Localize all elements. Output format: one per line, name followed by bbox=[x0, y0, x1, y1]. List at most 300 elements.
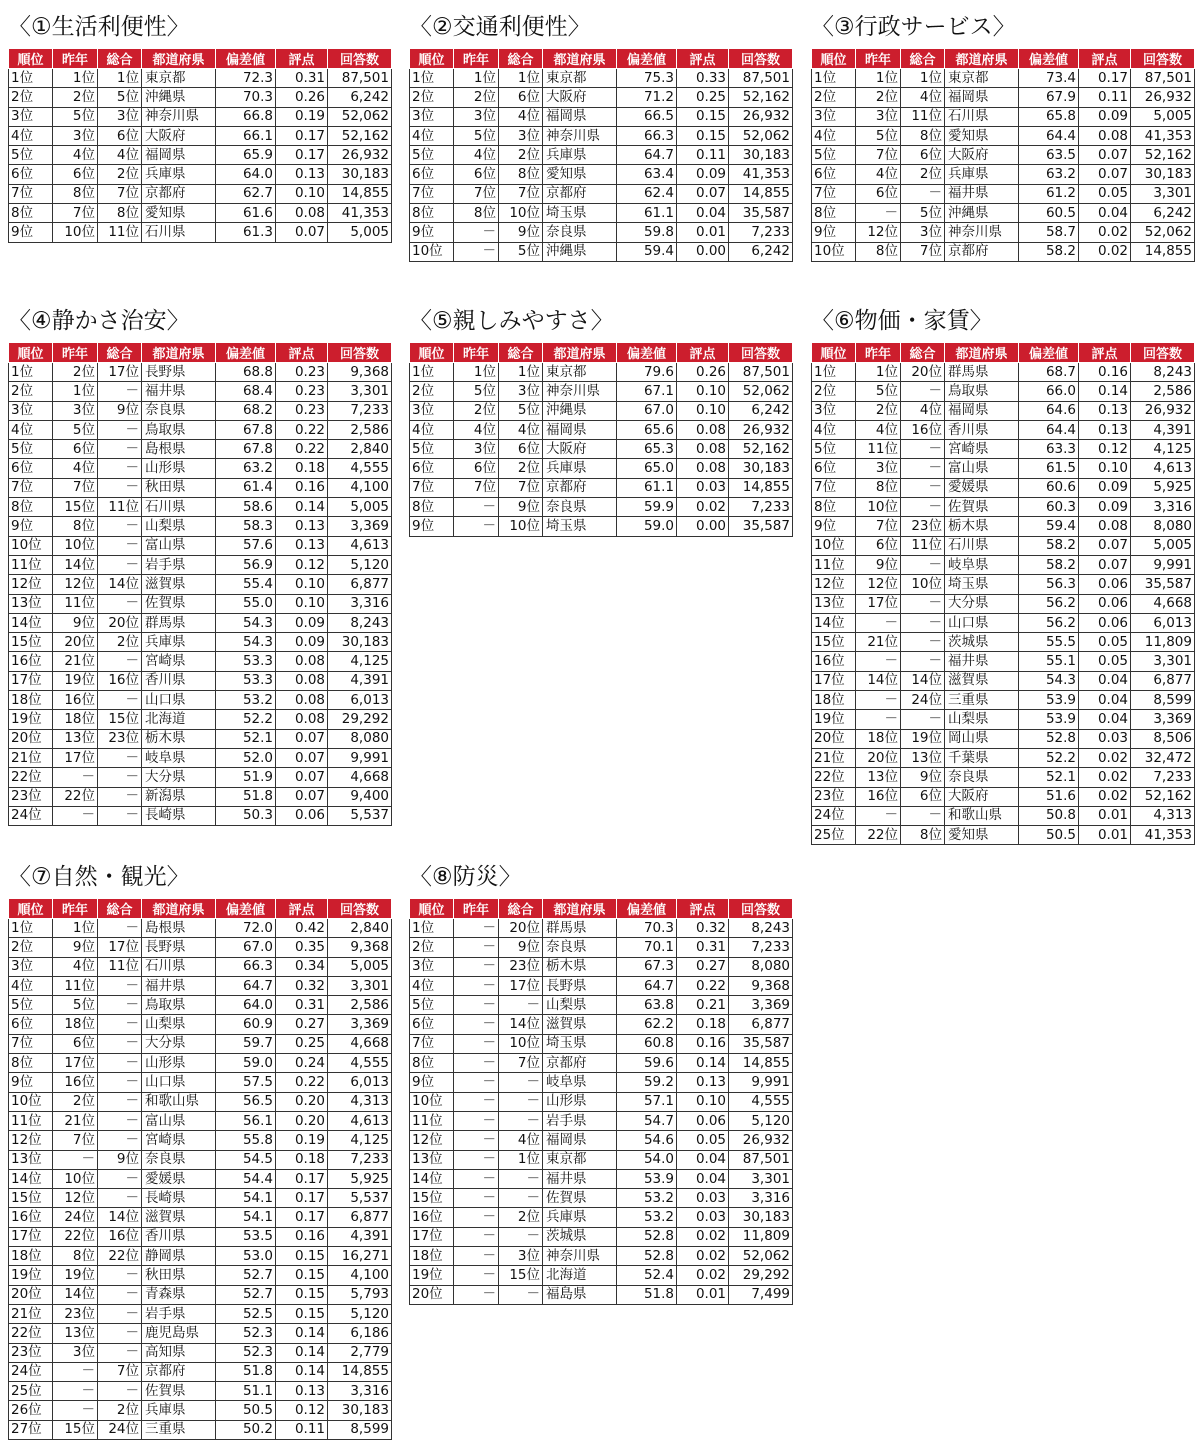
cell-score: 0.22 bbox=[276, 440, 328, 459]
cell-last-year: 16位 bbox=[53, 1073, 98, 1092]
cell-last-year: 21位 bbox=[53, 1111, 98, 1130]
table-row bbox=[9, 184, 392, 203]
cell-last-year: 7位 bbox=[53, 204, 98, 223]
cell-overall: 17位 bbox=[98, 363, 142, 382]
table-row bbox=[9, 1111, 392, 1130]
cell-deviation: 55.5 bbox=[1019, 633, 1079, 652]
cell-deviation: 53.0 bbox=[216, 1247, 276, 1266]
cell-rank: 5位 bbox=[9, 440, 53, 459]
cell-score: 0.08 bbox=[276, 204, 328, 223]
cell-responses: 5,005 bbox=[328, 223, 392, 242]
cell-deviation: 62.2 bbox=[617, 1015, 677, 1034]
cell-last-year: 11位 bbox=[53, 594, 98, 613]
cell-rank: 15位 bbox=[812, 633, 856, 652]
cell-overall: 4位 bbox=[901, 401, 945, 420]
cell-prefecture: 岐阜県 bbox=[142, 748, 216, 767]
column-header-deviation: 偏差値 bbox=[617, 343, 677, 363]
cell-score: 0.07 bbox=[1079, 165, 1131, 184]
cell-score: 0.04 bbox=[677, 1169, 729, 1188]
cell-deviation: 52.1 bbox=[216, 729, 276, 748]
cell-rank: 4位 bbox=[9, 976, 53, 995]
cell-overall: － bbox=[98, 594, 142, 613]
cell-last-year: 10位 bbox=[53, 1169, 98, 1188]
cell-responses: 5,120 bbox=[328, 555, 392, 574]
table-row bbox=[9, 1420, 392, 1439]
cell-last-year: 6位 bbox=[53, 440, 98, 459]
cell-score: 0.04 bbox=[1079, 671, 1131, 690]
cell-responses: 3,301 bbox=[1131, 184, 1195, 203]
cell-last-year: 3位 bbox=[454, 440, 499, 459]
table-row bbox=[410, 1054, 793, 1073]
cell-rank: 9位 bbox=[9, 1073, 53, 1092]
cell-prefecture: 京都府 bbox=[543, 478, 617, 497]
cell-responses: 8,080 bbox=[729, 957, 793, 976]
cell-responses: 26,932 bbox=[1131, 88, 1195, 107]
cell-last-year: 2位 bbox=[454, 88, 499, 107]
cell-rank: 13位 bbox=[410, 1150, 454, 1169]
column-header-score: 評点 bbox=[677, 899, 729, 919]
table-row bbox=[9, 729, 392, 748]
cell-deviation: 64.4 bbox=[1019, 420, 1079, 439]
cell-score: 0.02 bbox=[1079, 242, 1131, 261]
cell-score: 0.13 bbox=[1079, 401, 1131, 420]
table-row bbox=[410, 223, 793, 242]
table-block-1 bbox=[8, 8, 391, 243]
cell-responses: 5,537 bbox=[328, 1189, 392, 1208]
cell-rank: 12位 bbox=[812, 575, 856, 594]
cell-rank: 1位 bbox=[812, 363, 856, 382]
cell-score: 0.10 bbox=[276, 594, 328, 613]
cell-deviation: 64.6 bbox=[1019, 401, 1079, 420]
cell-deviation: 61.5 bbox=[1019, 459, 1079, 478]
cell-overall: 6位 bbox=[901, 146, 945, 165]
cell-rank: 12位 bbox=[9, 1131, 53, 1150]
cell-overall: 4位 bbox=[901, 88, 945, 107]
cell-responses: 6,242 bbox=[729, 401, 793, 420]
cell-score: 0.02 bbox=[1079, 223, 1131, 242]
table-row bbox=[9, 1073, 392, 1092]
column-header-score: 評点 bbox=[276, 49, 328, 69]
cell-responses: 6,186 bbox=[328, 1324, 392, 1343]
cell-responses: 4,613 bbox=[328, 1111, 392, 1130]
column-header-score: 評点 bbox=[677, 343, 729, 363]
cell-deviation: 60.9 bbox=[216, 1015, 276, 1034]
cell-overall: － bbox=[499, 1227, 543, 1246]
cell-deviation: 67.3 bbox=[617, 957, 677, 976]
cell-score: 0.23 bbox=[276, 401, 328, 420]
cell-deviation: 51.6 bbox=[1019, 787, 1079, 806]
column-header-overall: 総合 bbox=[98, 343, 142, 363]
column-header-overall: 総合 bbox=[98, 49, 142, 69]
cell-prefecture: 滋賀県 bbox=[142, 575, 216, 594]
cell-score: 0.19 bbox=[276, 107, 328, 126]
cell-responses: 9,368 bbox=[328, 938, 392, 957]
cell-overall: － bbox=[98, 1382, 142, 1401]
cell-score: 0.01 bbox=[677, 223, 729, 242]
cell-overall: 4位 bbox=[98, 146, 142, 165]
cell-responses: 8,506 bbox=[1131, 729, 1195, 748]
cell-rank: 13位 bbox=[9, 1150, 53, 1169]
column-header-last-year: 昨年 bbox=[856, 49, 901, 69]
cell-rank: 14位 bbox=[9, 1169, 53, 1188]
cell-responses: 6,013 bbox=[1131, 613, 1195, 632]
cell-last-year: 18位 bbox=[53, 1015, 98, 1034]
table-row bbox=[9, 401, 392, 420]
cell-overall: 7位 bbox=[901, 242, 945, 261]
table-row bbox=[812, 652, 1195, 671]
cell-deviation: 51.1 bbox=[216, 1382, 276, 1401]
table-row bbox=[9, 671, 392, 690]
cell-score: 0.13 bbox=[276, 165, 328, 184]
cell-prefecture: 大阪府 bbox=[543, 88, 617, 107]
cell-rank: 7位 bbox=[9, 1034, 53, 1053]
cell-last-year: 17位 bbox=[856, 594, 901, 613]
cell-score: 0.23 bbox=[276, 382, 328, 401]
cell-responses: 5,005 bbox=[1131, 107, 1195, 126]
cell-overall: 14位 bbox=[98, 575, 142, 594]
cell-last-year: － bbox=[53, 1382, 98, 1401]
cell-deviation: 53.9 bbox=[617, 1169, 677, 1188]
cell-last-year: 11位 bbox=[856, 440, 901, 459]
cell-deviation: 68.2 bbox=[216, 401, 276, 420]
cell-responses: 30,183 bbox=[729, 459, 793, 478]
cell-deviation: 67.8 bbox=[216, 420, 276, 439]
cell-overall: － bbox=[98, 382, 142, 401]
cell-score: 0.06 bbox=[1079, 613, 1131, 632]
cell-score: 0.07 bbox=[677, 184, 729, 203]
cell-overall: 1位 bbox=[499, 1150, 543, 1169]
cell-rank: 5位 bbox=[812, 440, 856, 459]
cell-responses: 7,233 bbox=[729, 223, 793, 242]
cell-score: 0.25 bbox=[276, 1034, 328, 1053]
cell-rank: 11位 bbox=[812, 555, 856, 574]
table-row bbox=[410, 498, 793, 517]
cell-prefecture: 群馬県 bbox=[543, 919, 617, 938]
column-header-last-year: 昨年 bbox=[454, 49, 499, 69]
cell-deviation: 58.2 bbox=[1019, 242, 1079, 261]
cell-deviation: 51.8 bbox=[617, 1285, 677, 1304]
table-title: 〈⑥物価・家賃〉 bbox=[811, 308, 993, 334]
cell-overall: 6位 bbox=[901, 787, 945, 806]
column-header-overall: 総合 bbox=[499, 49, 543, 69]
cell-deviation: 50.5 bbox=[216, 1401, 276, 1420]
cell-responses: 30,183 bbox=[328, 165, 392, 184]
cell-responses: 5,793 bbox=[328, 1285, 392, 1304]
cell-rank: 8位 bbox=[9, 498, 53, 517]
cell-rank: 20位 bbox=[410, 1285, 454, 1304]
table-row bbox=[9, 363, 392, 382]
cell-overall: 10位 bbox=[901, 575, 945, 594]
cell-responses: 32,472 bbox=[1131, 748, 1195, 767]
cell-last-year: 2位 bbox=[856, 88, 901, 107]
cell-rank: 2位 bbox=[9, 938, 53, 957]
cell-deviation: 52.3 bbox=[216, 1343, 276, 1362]
cell-overall: － bbox=[98, 1131, 142, 1150]
cell-deviation: 52.7 bbox=[216, 1285, 276, 1304]
column-header-overall: 総合 bbox=[499, 899, 543, 919]
table-block-4 bbox=[8, 302, 391, 826]
table-row bbox=[812, 401, 1195, 420]
cell-score: 0.17 bbox=[276, 146, 328, 165]
cell-responses: 4,125 bbox=[1131, 440, 1195, 459]
table-block-5 bbox=[409, 302, 792, 537]
table-row bbox=[9, 459, 392, 478]
cell-responses: 87,501 bbox=[729, 1150, 793, 1169]
cell-prefecture: 京都府 bbox=[945, 242, 1019, 261]
cell-rank: 24位 bbox=[812, 806, 856, 825]
column-header-last-year: 昨年 bbox=[856, 343, 901, 363]
cell-responses: 8,243 bbox=[328, 613, 392, 632]
cell-prefecture: 群馬県 bbox=[945, 363, 1019, 382]
cell-last-year: － bbox=[454, 1111, 499, 1130]
cell-score: 0.04 bbox=[1079, 204, 1131, 223]
cell-prefecture: 新潟県 bbox=[142, 787, 216, 806]
table-row bbox=[812, 787, 1195, 806]
cell-prefecture: 沖縄県 bbox=[945, 204, 1019, 223]
cell-overall: 24位 bbox=[98, 1420, 142, 1439]
cell-score: 0.02 bbox=[677, 1247, 729, 1266]
table-row bbox=[410, 1150, 793, 1169]
column-header-rank: 順位 bbox=[410, 343, 454, 363]
table-row bbox=[9, 165, 392, 184]
cell-prefecture: 奈良県 bbox=[543, 498, 617, 517]
table-row bbox=[9, 1034, 392, 1053]
cell-last-year: 10位 bbox=[53, 536, 98, 555]
cell-score: 0.15 bbox=[276, 1266, 328, 1285]
table-row bbox=[812, 748, 1195, 767]
cell-score: 0.07 bbox=[1079, 146, 1131, 165]
cell-prefecture: 兵庫県 bbox=[142, 1401, 216, 1420]
cell-prefecture: 佐賀県 bbox=[945, 498, 1019, 517]
cell-rank: 11位 bbox=[9, 1111, 53, 1130]
cell-deviation: 57.1 bbox=[617, 1092, 677, 1111]
cell-responses: 4,613 bbox=[328, 536, 392, 555]
cell-overall: 13位 bbox=[901, 748, 945, 767]
cell-overall: － bbox=[98, 691, 142, 710]
cell-last-year: 20位 bbox=[53, 633, 98, 652]
cell-deviation: 53.2 bbox=[216, 691, 276, 710]
cell-responses: 8,599 bbox=[328, 1420, 392, 1439]
cell-deviation: 68.8 bbox=[216, 363, 276, 382]
cell-last-year: － bbox=[454, 1227, 499, 1246]
table-title: 〈⑧防災〉 bbox=[409, 864, 522, 890]
cell-overall: 7位 bbox=[98, 1362, 142, 1381]
cell-rank: 1位 bbox=[812, 69, 856, 88]
cell-last-year: 1位 bbox=[53, 382, 98, 401]
cell-deviation: 53.3 bbox=[216, 671, 276, 690]
cell-score: 0.04 bbox=[677, 1150, 729, 1169]
table-row bbox=[410, 204, 793, 223]
cell-responses: 52,162 bbox=[729, 440, 793, 459]
cell-score: 0.02 bbox=[677, 1266, 729, 1285]
cell-rank: 14位 bbox=[812, 613, 856, 632]
cell-last-year: 1位 bbox=[856, 363, 901, 382]
cell-overall: 3位 bbox=[499, 126, 543, 145]
table-title: 〈④静かさ治安〉 bbox=[8, 308, 190, 334]
cell-last-year: 17位 bbox=[53, 748, 98, 767]
cell-prefecture: 福岡県 bbox=[142, 146, 216, 165]
table-row bbox=[9, 88, 392, 107]
cell-last-year: 18位 bbox=[856, 729, 901, 748]
cell-prefecture: 茨城県 bbox=[945, 633, 1019, 652]
cell-last-year: 4位 bbox=[856, 420, 901, 439]
cell-score: 0.05 bbox=[677, 1131, 729, 1150]
cell-rank: 5位 bbox=[410, 440, 454, 459]
cell-responses: 30,183 bbox=[328, 1401, 392, 1420]
column-header-deviation: 偏差値 bbox=[216, 899, 276, 919]
cell-prefecture: 兵庫県 bbox=[945, 165, 1019, 184]
cell-responses: 4,313 bbox=[1131, 806, 1195, 825]
cell-deviation: 61.6 bbox=[216, 204, 276, 223]
cell-deviation: 61.1 bbox=[617, 478, 677, 497]
cell-score: 0.16 bbox=[1079, 363, 1131, 382]
cell-last-year: 7位 bbox=[53, 478, 98, 497]
cell-deviation: 52.7 bbox=[216, 1266, 276, 1285]
cell-prefecture: 京都府 bbox=[142, 184, 216, 203]
cell-last-year: － bbox=[454, 1208, 499, 1227]
cell-responses: 41,353 bbox=[1131, 126, 1195, 145]
cell-responses: 9,991 bbox=[328, 748, 392, 767]
cell-prefecture: 長野県 bbox=[142, 938, 216, 957]
cell-rank: 7位 bbox=[410, 184, 454, 203]
table-row bbox=[812, 204, 1195, 223]
cell-last-year: 8位 bbox=[856, 478, 901, 497]
cell-score: 0.14 bbox=[276, 1362, 328, 1381]
table-row bbox=[9, 517, 392, 536]
cell-last-year: － bbox=[856, 613, 901, 632]
table-row bbox=[9, 1324, 392, 1343]
cell-deviation: 53.2 bbox=[617, 1208, 677, 1227]
table-row bbox=[410, 1111, 793, 1130]
cell-last-year: 18位 bbox=[53, 710, 98, 729]
cell-score: 0.12 bbox=[276, 555, 328, 574]
cell-overall: 3位 bbox=[98, 107, 142, 126]
cell-overall: 17位 bbox=[98, 938, 142, 957]
cell-overall: － bbox=[98, 1304, 142, 1323]
cell-last-year: － bbox=[454, 1266, 499, 1285]
cell-rank: 9位 bbox=[9, 223, 53, 242]
cell-prefecture: 宮崎県 bbox=[142, 652, 216, 671]
cell-prefecture: 香川県 bbox=[142, 671, 216, 690]
cell-rank: 21位 bbox=[9, 748, 53, 767]
cell-rank: 3位 bbox=[9, 957, 53, 976]
cell-deviation: 59.7 bbox=[216, 1034, 276, 1053]
cell-deviation: 64.4 bbox=[1019, 126, 1079, 145]
table-row bbox=[9, 146, 392, 165]
table-row bbox=[410, 996, 793, 1015]
cell-last-year: 4位 bbox=[454, 146, 499, 165]
cell-last-year: 19位 bbox=[53, 1266, 98, 1285]
cell-rank: 2位 bbox=[410, 938, 454, 957]
cell-last-year: 4位 bbox=[53, 146, 98, 165]
cell-last-year: 8位 bbox=[856, 242, 901, 261]
table-row bbox=[812, 594, 1195, 613]
column-header-responses: 回答数 bbox=[328, 49, 392, 69]
cell-last-year: 6位 bbox=[53, 165, 98, 184]
cell-score: 0.13 bbox=[677, 1073, 729, 1092]
cell-prefecture: 埼玉県 bbox=[543, 517, 617, 536]
cell-overall: － bbox=[98, 1189, 142, 1208]
table-row bbox=[812, 691, 1195, 710]
cell-rank: 5位 bbox=[410, 996, 454, 1015]
cell-prefecture: 滋賀県 bbox=[142, 1208, 216, 1227]
cell-last-year: 14位 bbox=[856, 671, 901, 690]
cell-deviation: 59.4 bbox=[1019, 517, 1079, 536]
cell-prefecture: 三重県 bbox=[945, 691, 1019, 710]
cell-deviation: 54.5 bbox=[216, 1150, 276, 1169]
table-row bbox=[410, 1227, 793, 1246]
cell-score: 0.05 bbox=[1079, 633, 1131, 652]
cell-rank: 18位 bbox=[410, 1247, 454, 1266]
table-row bbox=[812, 165, 1195, 184]
cell-overall: － bbox=[499, 1189, 543, 1208]
table-row bbox=[410, 420, 793, 439]
cell-last-year: － bbox=[53, 1362, 98, 1381]
cell-rank: 16位 bbox=[9, 1208, 53, 1227]
cell-deviation: 52.0 bbox=[216, 748, 276, 767]
cell-rank: 20位 bbox=[9, 1285, 53, 1304]
cell-deviation: 51.8 bbox=[216, 787, 276, 806]
cell-score: 0.07 bbox=[276, 768, 328, 787]
cell-score: 0.09 bbox=[1079, 498, 1131, 517]
cell-responses: 7,499 bbox=[729, 1285, 793, 1304]
cell-prefecture: 福井県 bbox=[945, 184, 1019, 203]
cell-deviation: 72.3 bbox=[216, 69, 276, 88]
cell-score: 0.08 bbox=[276, 691, 328, 710]
cell-score: 0.21 bbox=[677, 996, 729, 1015]
cell-score: 0.17 bbox=[276, 126, 328, 145]
cell-rank: 4位 bbox=[9, 420, 53, 439]
cell-score: 0.26 bbox=[276, 88, 328, 107]
cell-score: 0.08 bbox=[1079, 126, 1131, 145]
table-row bbox=[410, 440, 793, 459]
cell-rank: 8位 bbox=[9, 1054, 53, 1073]
cell-deviation: 59.0 bbox=[617, 517, 677, 536]
cell-deviation: 52.4 bbox=[617, 1266, 677, 1285]
table-row bbox=[812, 363, 1195, 382]
cell-overall: － bbox=[98, 787, 142, 806]
cell-last-year: 3位 bbox=[856, 459, 901, 478]
cell-deviation: 50.3 bbox=[216, 806, 276, 825]
cell-prefecture: 奈良県 bbox=[945, 768, 1019, 787]
cell-score: 0.03 bbox=[677, 1208, 729, 1227]
cell-deviation: 71.2 bbox=[617, 88, 677, 107]
column-header-responses: 回答数 bbox=[729, 343, 793, 363]
cell-overall: 8位 bbox=[901, 826, 945, 845]
cell-rank: 8位 bbox=[410, 204, 454, 223]
cell-rank: 6位 bbox=[410, 1015, 454, 1034]
cell-responses: 87,501 bbox=[729, 363, 793, 382]
cell-overall: － bbox=[901, 478, 945, 497]
cell-deviation: 60.3 bbox=[1019, 498, 1079, 517]
cell-prefecture: 愛知県 bbox=[543, 165, 617, 184]
cell-score: 0.13 bbox=[276, 517, 328, 536]
table-row bbox=[410, 1073, 793, 1092]
column-header-rank: 順位 bbox=[812, 343, 856, 363]
cell-rank: 7位 bbox=[9, 184, 53, 203]
cell-overall: － bbox=[98, 1111, 142, 1130]
cell-responses: 3,316 bbox=[1131, 498, 1195, 517]
cell-last-year: － bbox=[454, 1150, 499, 1169]
cell-prefecture: 兵庫県 bbox=[543, 1208, 617, 1227]
cell-deviation: 59.8 bbox=[617, 223, 677, 242]
cell-responses: 4,555 bbox=[729, 1092, 793, 1111]
cell-deviation: 59.6 bbox=[617, 1054, 677, 1073]
cell-overall: － bbox=[98, 1169, 142, 1188]
cell-responses: 6,242 bbox=[729, 242, 793, 261]
cell-rank: 7位 bbox=[9, 478, 53, 497]
cell-prefecture: 宮崎県 bbox=[142, 1131, 216, 1150]
